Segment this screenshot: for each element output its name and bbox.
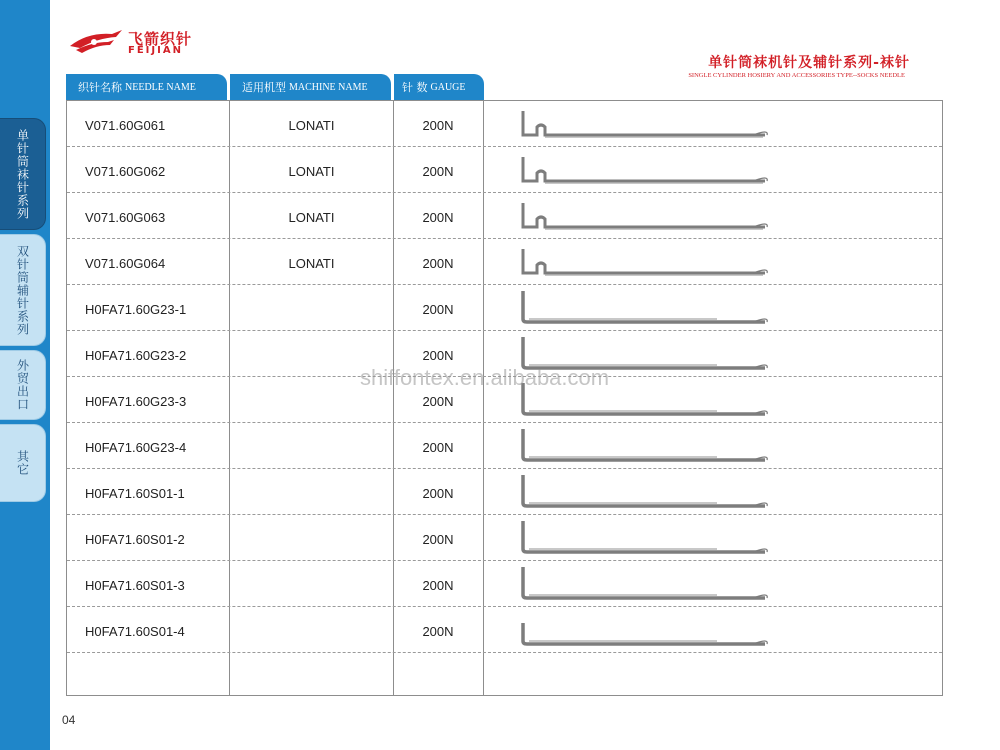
tab-label: 其它 (15, 450, 30, 476)
table-row (67, 239, 942, 285)
gauge-cell: 200N (422, 348, 454, 363)
needle-tall-butt-icon (517, 565, 777, 603)
table-row (67, 193, 942, 239)
machine-name-cell: LONATI (288, 118, 335, 133)
tab-export[interactable] (0, 350, 46, 420)
needle-butt-hook-icon (517, 151, 777, 189)
header-gauge (394, 74, 484, 100)
tab-single-cylinder[interactable] (0, 118, 46, 230)
brand-name-cn: 飞箭织针 (128, 30, 193, 48)
needle-name-cell: H0FA71.60G23-1 (85, 302, 187, 317)
needle-name-cell: H0FA71.60G23-4 (85, 440, 187, 455)
needle-name-cell: V071.60G061 (85, 118, 166, 133)
needle-short-butt-icon (517, 611, 777, 649)
needle-butt-hook-icon (517, 243, 777, 281)
header-text: GAUGE (430, 81, 466, 93)
table-row (67, 469, 942, 515)
gauge-cell: 200N (422, 486, 454, 501)
table-row (67, 147, 942, 193)
table-row (67, 607, 942, 653)
needle-butt-hook-icon (517, 105, 777, 143)
tab-label: 双针筒辅针系列 (15, 244, 30, 336)
needle-name-cell: V071.60G064 (85, 256, 166, 271)
arrow-logo-icon (68, 28, 124, 56)
tab-label: 单针筒袜针系列 (15, 128, 30, 220)
brand-name-en: FEIJIAN (128, 45, 183, 56)
watermark: shiffontex.en.alibaba.com (360, 365, 610, 390)
needle-butt-hook-icon (517, 197, 777, 235)
tab-other[interactable] (0, 424, 46, 502)
header-text: 针 数 (402, 81, 428, 94)
gauge-cell: 200N (422, 532, 454, 547)
machine-name-cell: LONATI (288, 210, 335, 225)
needle-table (66, 100, 943, 696)
machine-name-cell: LONATI (288, 164, 335, 179)
table-row (67, 653, 942, 695)
table-row (67, 515, 942, 561)
page-number: 04 (62, 713, 76, 727)
header-text: NEEDLE NAME (125, 81, 196, 93)
gauge-cell: 200N (422, 624, 454, 639)
page-title: 单针筒袜机针及辅针系列-袜针 (708, 55, 910, 71)
gauge-cell: 200N (422, 118, 454, 133)
table-row (67, 423, 942, 469)
needle-tall-butt-icon (517, 427, 777, 465)
table-row (67, 285, 942, 331)
gauge-cell: 200N (422, 164, 454, 179)
needle-tall-butt-icon (517, 289, 777, 327)
header-text: 适用机型 (242, 81, 286, 94)
brand-logo (68, 28, 208, 56)
table-row (67, 561, 942, 607)
needle-name-cell: H0FA71.60G23-3 (85, 394, 187, 409)
tab-label: 外贸出口 (15, 359, 30, 411)
header-text: MACHINE NAME (289, 81, 368, 93)
page-subtitle: SINGLE CYLINDER HOSIERY AND ACCESSORIES TYPE--SOCKS NEEDLE (688, 72, 905, 79)
table-row (67, 101, 942, 147)
needle-tall-butt-icon (517, 473, 777, 511)
needle-name-cell: H0FA71.60S01-2 (85, 532, 185, 547)
header-machine-name (230, 74, 391, 100)
needle-name-cell: H0FA71.60S01-4 (85, 624, 185, 639)
gauge-cell: 200N (422, 440, 454, 455)
machine-name-cell: LONATI (288, 256, 335, 271)
needle-name-cell: V071.60G062 (85, 164, 166, 179)
needle-name-cell: V071.60G063 (85, 210, 166, 225)
tab-double-cylinder[interactable] (0, 234, 46, 346)
needle-name-cell: H0FA71.60G23-2 (85, 348, 187, 363)
header-text: 织针名称 (78, 81, 122, 94)
needle-name-cell: H0FA71.60S01-1 (85, 486, 185, 501)
needle-tall-butt-icon (517, 519, 777, 557)
gauge-cell: 200N (422, 394, 454, 409)
gauge-cell: 200N (422, 256, 454, 271)
gauge-cell: 200N (422, 302, 454, 317)
gauge-cell: 200N (422, 210, 454, 225)
gauge-cell: 200N (422, 578, 454, 593)
header-needle-name (66, 74, 227, 100)
needle-name-cell: H0FA71.60S01-3 (85, 578, 185, 593)
